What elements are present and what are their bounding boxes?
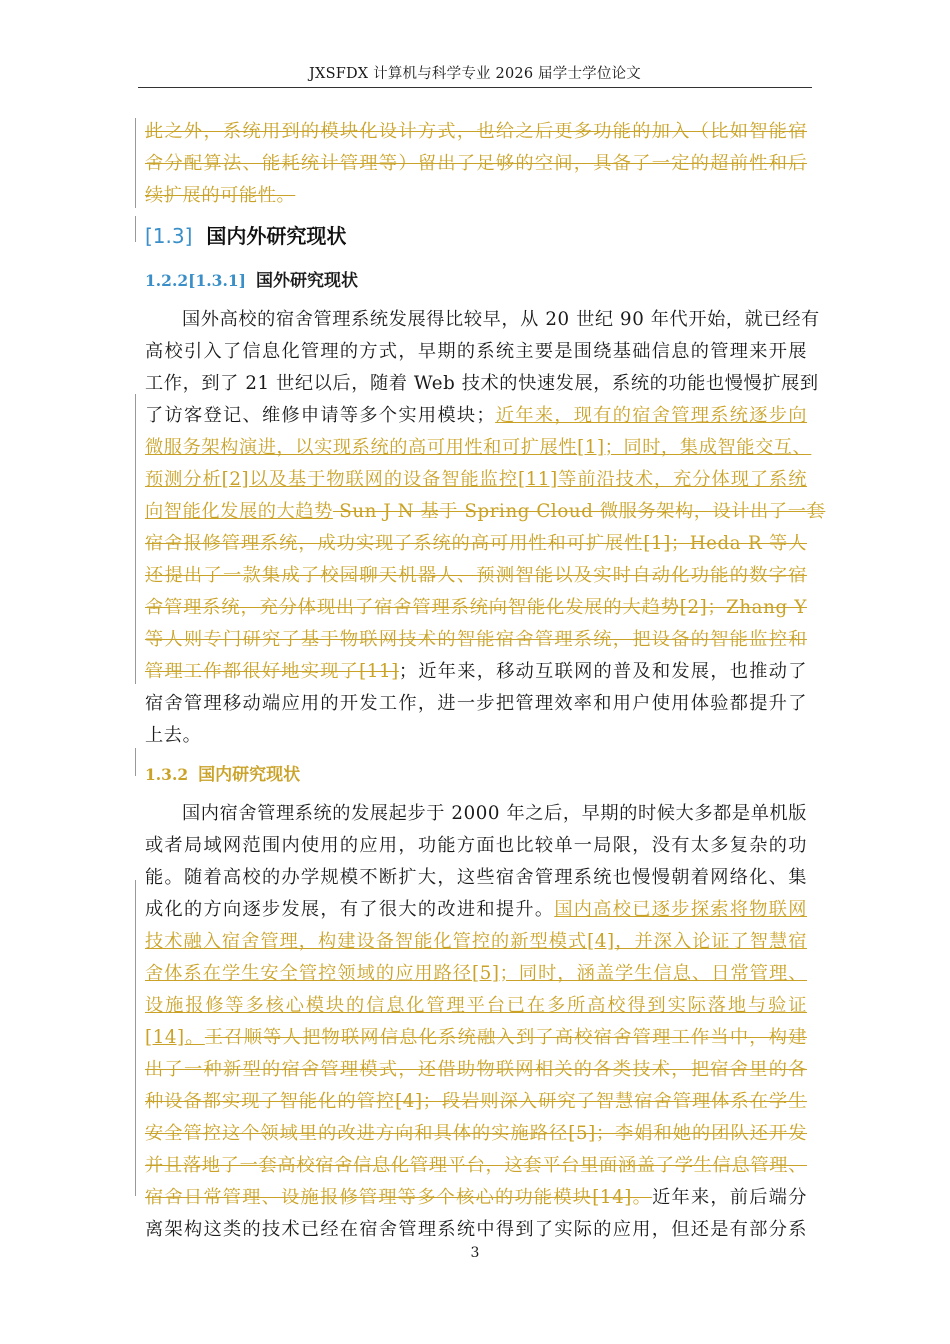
inserted-text-line: 设施报修等多核心模块的信息化管理平台已在多所高校得到实际落地与验证 xyxy=(145,995,807,1016)
text-line xyxy=(145,894,807,926)
text-line xyxy=(145,1182,807,1214)
change-bar xyxy=(135,216,136,242)
paragraph-domestic-research xyxy=(145,798,807,1246)
subsection-heading xyxy=(145,258,807,304)
text-line: 国外高校的宿舍管理系统发展得比较早，从 20 世纪 90 年代开始，就已经有 xyxy=(182,309,820,330)
deleted-text-line: 种设备都实现了智能化的管控[4]；段岩则深入研究了智慧宿舍管理体系在学生 xyxy=(145,1091,807,1112)
subsection-title: 国外研究现状 xyxy=(255,271,358,291)
text-run: ；近年来，移动互联网的普及和发展，也推动了 xyxy=(398,661,807,682)
text-run: 近年来，前后端分 xyxy=(652,1187,807,1208)
deleted-text-line: 出了一种新型的宿舍管理模式，还借助物联网相关的各类技术，把宿舍里的各 xyxy=(145,1059,807,1080)
inserted-text: 向智能化发展的大趋势 xyxy=(145,501,333,522)
subsection-heading xyxy=(145,752,807,798)
inserted-text: [14]。 xyxy=(145,1027,205,1048)
text-line: 此之外，系统用到的模块化设计方式，也给之后更多功能的加入（比如智能宿 xyxy=(145,121,807,142)
text-line: 宿舍管理移动端应用的开发工作，进一步把管理效率和用户使用体验都提升了 xyxy=(145,693,807,714)
section-number: [1.3] xyxy=(145,224,193,248)
deleted-text-line: 宿舍报修管理系统，成功实现了系统的高可用性和可扩展性[1]；Heda R 等人 xyxy=(145,533,807,554)
deleted-text: 王召顺等人把物联网信息化系统融入到了高校宿舍管理工作当中，构建 xyxy=(204,1027,807,1048)
text-line: 离架构这类的技术已经在宿舍管理系统中得到了实际的应用，但还是有部分系 xyxy=(145,1219,807,1240)
inserted-text: 国内高校已逐步探索将物联网 xyxy=(554,899,807,920)
running-header: JXSFDX 计算机与科学专业 2026 届学士学位论文 xyxy=(309,66,641,82)
deleted-text-line: 等人则专门研究了基于物联网技术的智能宿舍管理系统，把设备的智能监控和 xyxy=(145,629,807,650)
change-bar xyxy=(135,880,136,1196)
text-line: 能。随着高校的办学规模不断扩大，这些宿舍管理系统也慢慢朝着网络化、集 xyxy=(145,867,807,888)
text-line xyxy=(145,656,807,688)
text-line: 或者局域网范围内使用的应用，功能方面也比较单一局限，没有太多复杂的功 xyxy=(145,835,807,856)
deleted-text-line: 舍管理系统，充分体现出了宿舍管理系统向智能化发展的大趋势[2]；Zhang Y xyxy=(145,597,807,618)
subsection-title: 国内研究现状 xyxy=(198,765,301,785)
text-line xyxy=(145,496,826,528)
text-line: 续扩展的可能性。 xyxy=(145,185,296,206)
text-run: 成化的方向逐步发展，有了很大的改进和提升。 xyxy=(145,899,555,920)
inserted-text-line: 预测分析[2]以及基于物联网的设备智能监控[11]等前沿技术，充分体现了系统 xyxy=(145,469,807,490)
text-line: 高校引入了信息化管理的方式，早期的系统主要是围绕基础信息的管理来开展 xyxy=(145,341,807,362)
change-bar xyxy=(135,118,136,208)
text-line xyxy=(145,400,807,432)
document-body xyxy=(145,116,826,1246)
inserted-text-line: 舍体系在学生安全管控领域的应用路径[5]；同时，涵盖学生信息、日常管理、 xyxy=(145,963,807,984)
inserted-text-line: 技术融入宿舍管理，构建设备智能化管控的新型模式[4]，并深入论证了智慧宿 xyxy=(145,931,807,952)
deleted-text-line: 还提出了一款集成了校园聊天机器人、预测智能以及实时自动化功能的数字宿 xyxy=(145,565,807,586)
header-rule xyxy=(138,87,812,88)
text-line: 工作，到了 21 世纪以后，随着 Web 技术的快速发展，系统的功能也慢慢扩展到 xyxy=(145,373,819,394)
text-line: 国内宿舍管理系统的发展起步于 2000 年之后，早期的时候大多都是单机版 xyxy=(182,803,808,824)
inserted-text-line: 微服务架构演进，以实现系统的高可用性和可扩展性[1]；同时，集成智能交互、 xyxy=(145,437,812,458)
inserted-text: 近年来，现有的宿舍管理系统逐步向 xyxy=(495,405,807,426)
deleted-text: 管理工作都很好地实现了[11] xyxy=(145,661,399,682)
paragraph-foreign-research xyxy=(145,304,826,752)
paragraph-deleted-intro xyxy=(145,116,807,212)
change-bar xyxy=(135,748,136,776)
section-heading xyxy=(145,214,807,258)
deleted-text: 宿舍日常管理、设施报修管理等多个核心的功能模块[14]。 xyxy=(145,1187,653,1208)
text-line: 舍分配算法、能耗统计管理等）留出了足够的空间，具备了一定的超前性和后 xyxy=(145,153,807,174)
section-title: 国内外研究现状 xyxy=(206,224,347,248)
page-number: 3 xyxy=(470,1245,480,1261)
deleted-text-line: 安全管控这个领域里的改进方向和具体的实施路径[5]；李娟和她的团队还开发 xyxy=(145,1123,807,1144)
subsection-number: 1.3.2 xyxy=(145,765,189,784)
deleted-text-line: 并且落地了一套高校宿舍信息化管理平台，这套平台里面涵盖了学生信息管理、 xyxy=(145,1155,807,1176)
text-line xyxy=(145,1022,807,1054)
subsection-number: 1.2.2[1.3.1] xyxy=(145,271,246,290)
text-line: 上去。 xyxy=(145,725,202,746)
change-bar xyxy=(135,394,136,684)
text-run: 了访客登记、维修申请等多个实用模块； xyxy=(145,405,496,426)
deleted-text: Sun J N 基于 Spring Cloud 微服务架构，设计出了一套 xyxy=(332,501,826,522)
